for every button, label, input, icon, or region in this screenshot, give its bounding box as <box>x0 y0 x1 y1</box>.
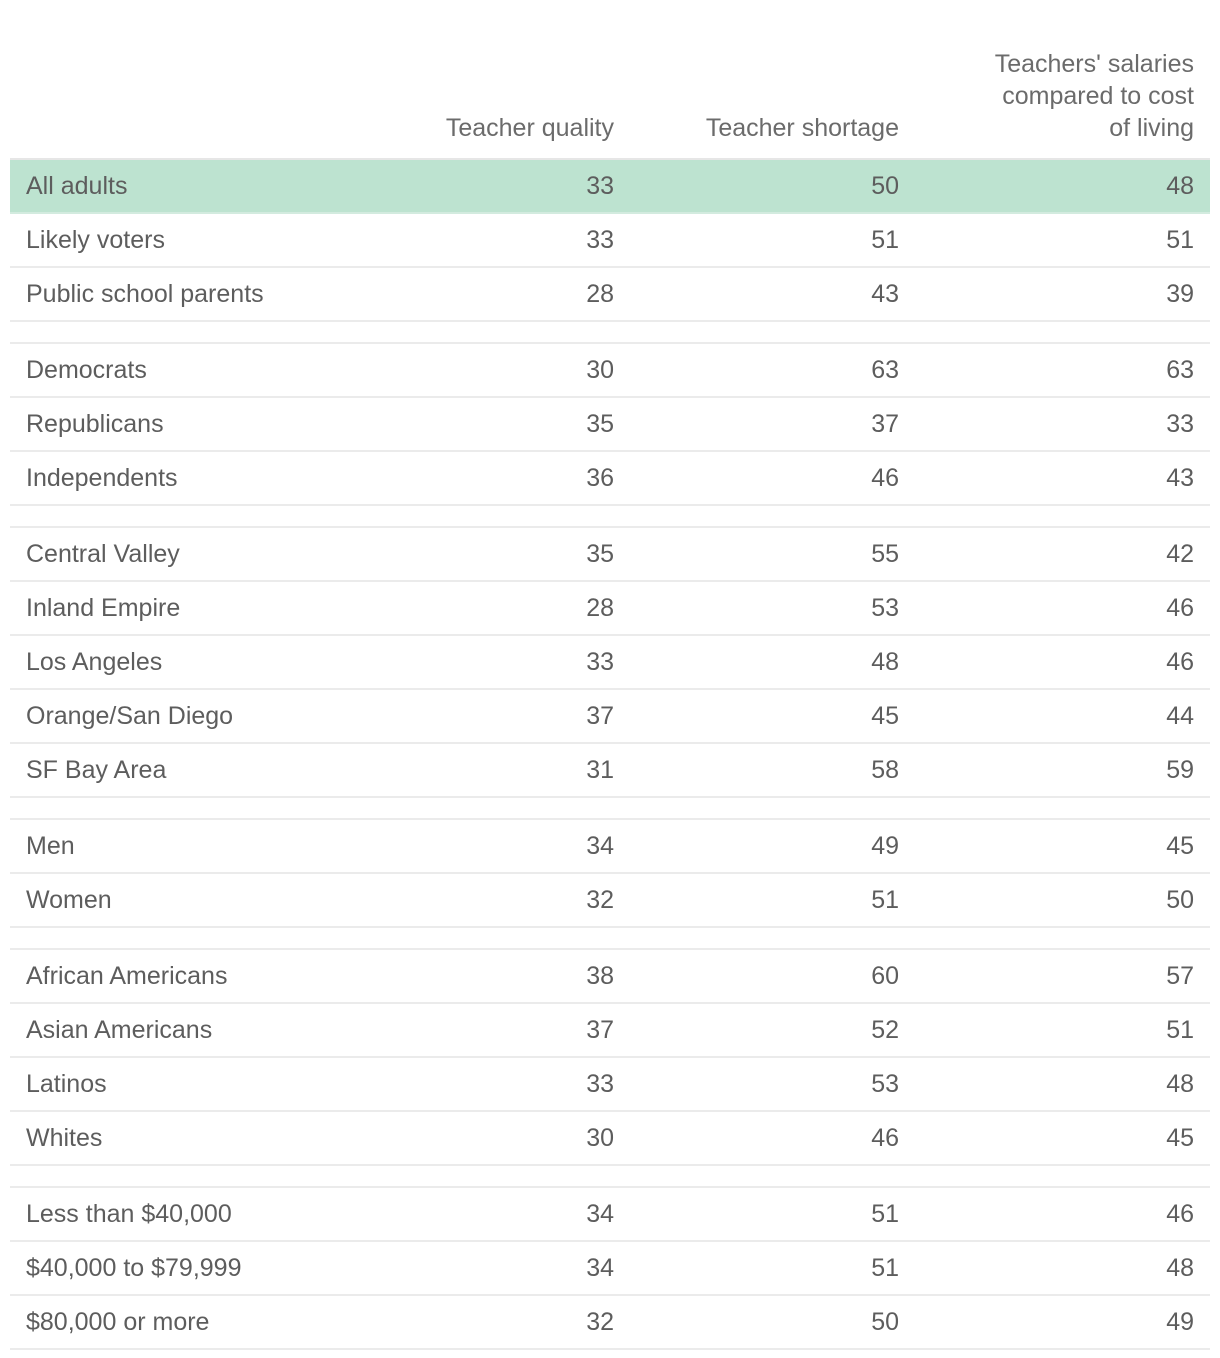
value-cell: 28 <box>586 280 614 308</box>
row-label: Women <box>26 886 112 914</box>
value-cell: 49 <box>871 832 899 860</box>
value-cell: 30 <box>586 1124 614 1152</box>
value-cell: 37 <box>586 702 614 730</box>
row-label: Republicans <box>26 410 164 438</box>
table-row <box>10 528 1210 582</box>
value-cell: 63 <box>871 356 899 384</box>
value-cell: 48 <box>1166 172 1194 200</box>
value-cell: 45 <box>1166 832 1194 860</box>
value-cell: 35 <box>586 540 614 568</box>
column-header-teacher-quality <box>354 112 614 144</box>
value-cell: 33 <box>586 648 614 676</box>
value-cell: 59 <box>1166 756 1194 784</box>
row-label: Latinos <box>26 1070 107 1098</box>
value-cell: 58 <box>871 756 899 784</box>
value-cell: 34 <box>586 1200 614 1228</box>
value-cell: 53 <box>871 594 899 622</box>
value-cell: 51 <box>871 1200 899 1228</box>
value-cell: 51 <box>1166 226 1194 254</box>
row-label: SF Bay Area <box>26 756 167 784</box>
value-cell: 63 <box>1166 356 1194 384</box>
value-cell: 42 <box>1166 540 1194 568</box>
value-cell: 43 <box>1166 464 1194 492</box>
value-cell: 50 <box>1166 886 1194 914</box>
row-label: Asian Americans <box>26 1016 213 1044</box>
row-label: Whites <box>26 1124 103 1152</box>
table-header <box>10 0 1210 160</box>
value-cell: 34 <box>586 1254 614 1282</box>
value-cell: 48 <box>1166 1070 1194 1098</box>
row-label: African Americans <box>26 962 228 990</box>
column-header-salaries-vs-cost-of-living <box>954 48 1194 144</box>
value-cell: 44 <box>1166 702 1194 730</box>
table-row <box>10 744 1210 798</box>
value-cell: 46 <box>1166 648 1194 676</box>
value-cell: 33 <box>586 1070 614 1098</box>
table-row <box>10 1188 1210 1242</box>
value-cell: 33 <box>1166 410 1194 438</box>
row-label: $80,000 or more <box>26 1308 210 1336</box>
value-cell: 46 <box>1166 1200 1194 1228</box>
table-row <box>10 582 1210 636</box>
value-cell: 46 <box>871 464 899 492</box>
table-row <box>10 344 1210 398</box>
row-label: Likely voters <box>26 226 165 254</box>
table-body <box>10 160 1210 1350</box>
column-header-line: of living <box>1109 114 1194 142</box>
row-label: Independents <box>26 464 178 492</box>
table-row <box>10 1242 1210 1296</box>
group-separator <box>10 928 1210 950</box>
table-row <box>10 268 1210 322</box>
value-cell: 48 <box>1166 1254 1194 1282</box>
row-label: Inland Empire <box>26 594 181 622</box>
value-cell: 57 <box>1166 962 1194 990</box>
row-label: Men <box>26 832 75 860</box>
value-cell: 51 <box>1166 1016 1194 1044</box>
column-header-line: Teacher shortage <box>705 114 899 142</box>
table-row <box>10 820 1210 874</box>
table-row <box>10 1296 1210 1350</box>
row-label: Public school parents <box>26 280 264 308</box>
row-label: All adults <box>26 172 128 200</box>
column-header-teacher-shortage <box>639 112 899 144</box>
value-cell: 36 <box>586 464 614 492</box>
value-cell: 50 <box>871 172 899 200</box>
value-cell: 45 <box>871 702 899 730</box>
column-header-line: compared to cost <box>1002 82 1194 110</box>
row-label: $40,000 to $79,999 <box>26 1254 242 1282</box>
value-cell: 31 <box>586 756 614 784</box>
value-cell: 34 <box>586 832 614 860</box>
table-row <box>10 398 1210 452</box>
value-cell: 55 <box>871 540 899 568</box>
table-row <box>10 950 1210 1004</box>
row-label: Less than $40,000 <box>26 1200 232 1228</box>
data-table <box>10 0 1210 1350</box>
value-cell: 38 <box>586 962 614 990</box>
value-cell: 37 <box>586 1016 614 1044</box>
value-cell: 37 <box>871 410 899 438</box>
value-cell: 45 <box>1166 1124 1194 1152</box>
table-row <box>10 1112 1210 1166</box>
value-cell: 32 <box>586 1308 614 1336</box>
value-cell: 51 <box>871 886 899 914</box>
group-separator <box>10 322 1210 344</box>
group-separator <box>10 1166 1210 1188</box>
group-separator <box>10 798 1210 820</box>
table-row <box>10 690 1210 744</box>
value-cell: 28 <box>586 594 614 622</box>
row-label: Orange/San Diego <box>26 702 234 730</box>
table-row <box>10 1058 1210 1112</box>
row-label: Central Valley <box>26 540 180 568</box>
table-row <box>10 214 1210 268</box>
value-cell: 49 <box>1166 1308 1194 1336</box>
column-header-line: Teacher quality <box>445 114 614 142</box>
value-cell: 52 <box>871 1016 899 1044</box>
table-row <box>10 452 1210 506</box>
table-row <box>10 160 1210 214</box>
row-label: Los Angeles <box>26 648 163 676</box>
value-cell: 50 <box>871 1308 899 1336</box>
value-cell: 33 <box>586 226 614 254</box>
value-cell: 48 <box>871 648 899 676</box>
value-cell: 35 <box>586 410 614 438</box>
value-cell: 51 <box>871 1254 899 1282</box>
value-cell: 39 <box>1166 280 1194 308</box>
value-cell: 53 <box>871 1070 899 1098</box>
value-cell: 32 <box>586 886 614 914</box>
value-cell: 43 <box>871 280 899 308</box>
value-cell: 51 <box>871 226 899 254</box>
table-row <box>10 874 1210 928</box>
value-cell: 46 <box>1166 594 1194 622</box>
group-separator <box>10 506 1210 528</box>
value-cell: 46 <box>871 1124 899 1152</box>
column-header-line: Teachers' salaries <box>994 50 1194 78</box>
value-cell: 60 <box>871 962 899 990</box>
table-row <box>10 636 1210 690</box>
value-cell: 30 <box>586 356 614 384</box>
table-row <box>10 1004 1210 1058</box>
row-label: Democrats <box>26 356 147 384</box>
value-cell: 33 <box>586 172 614 200</box>
